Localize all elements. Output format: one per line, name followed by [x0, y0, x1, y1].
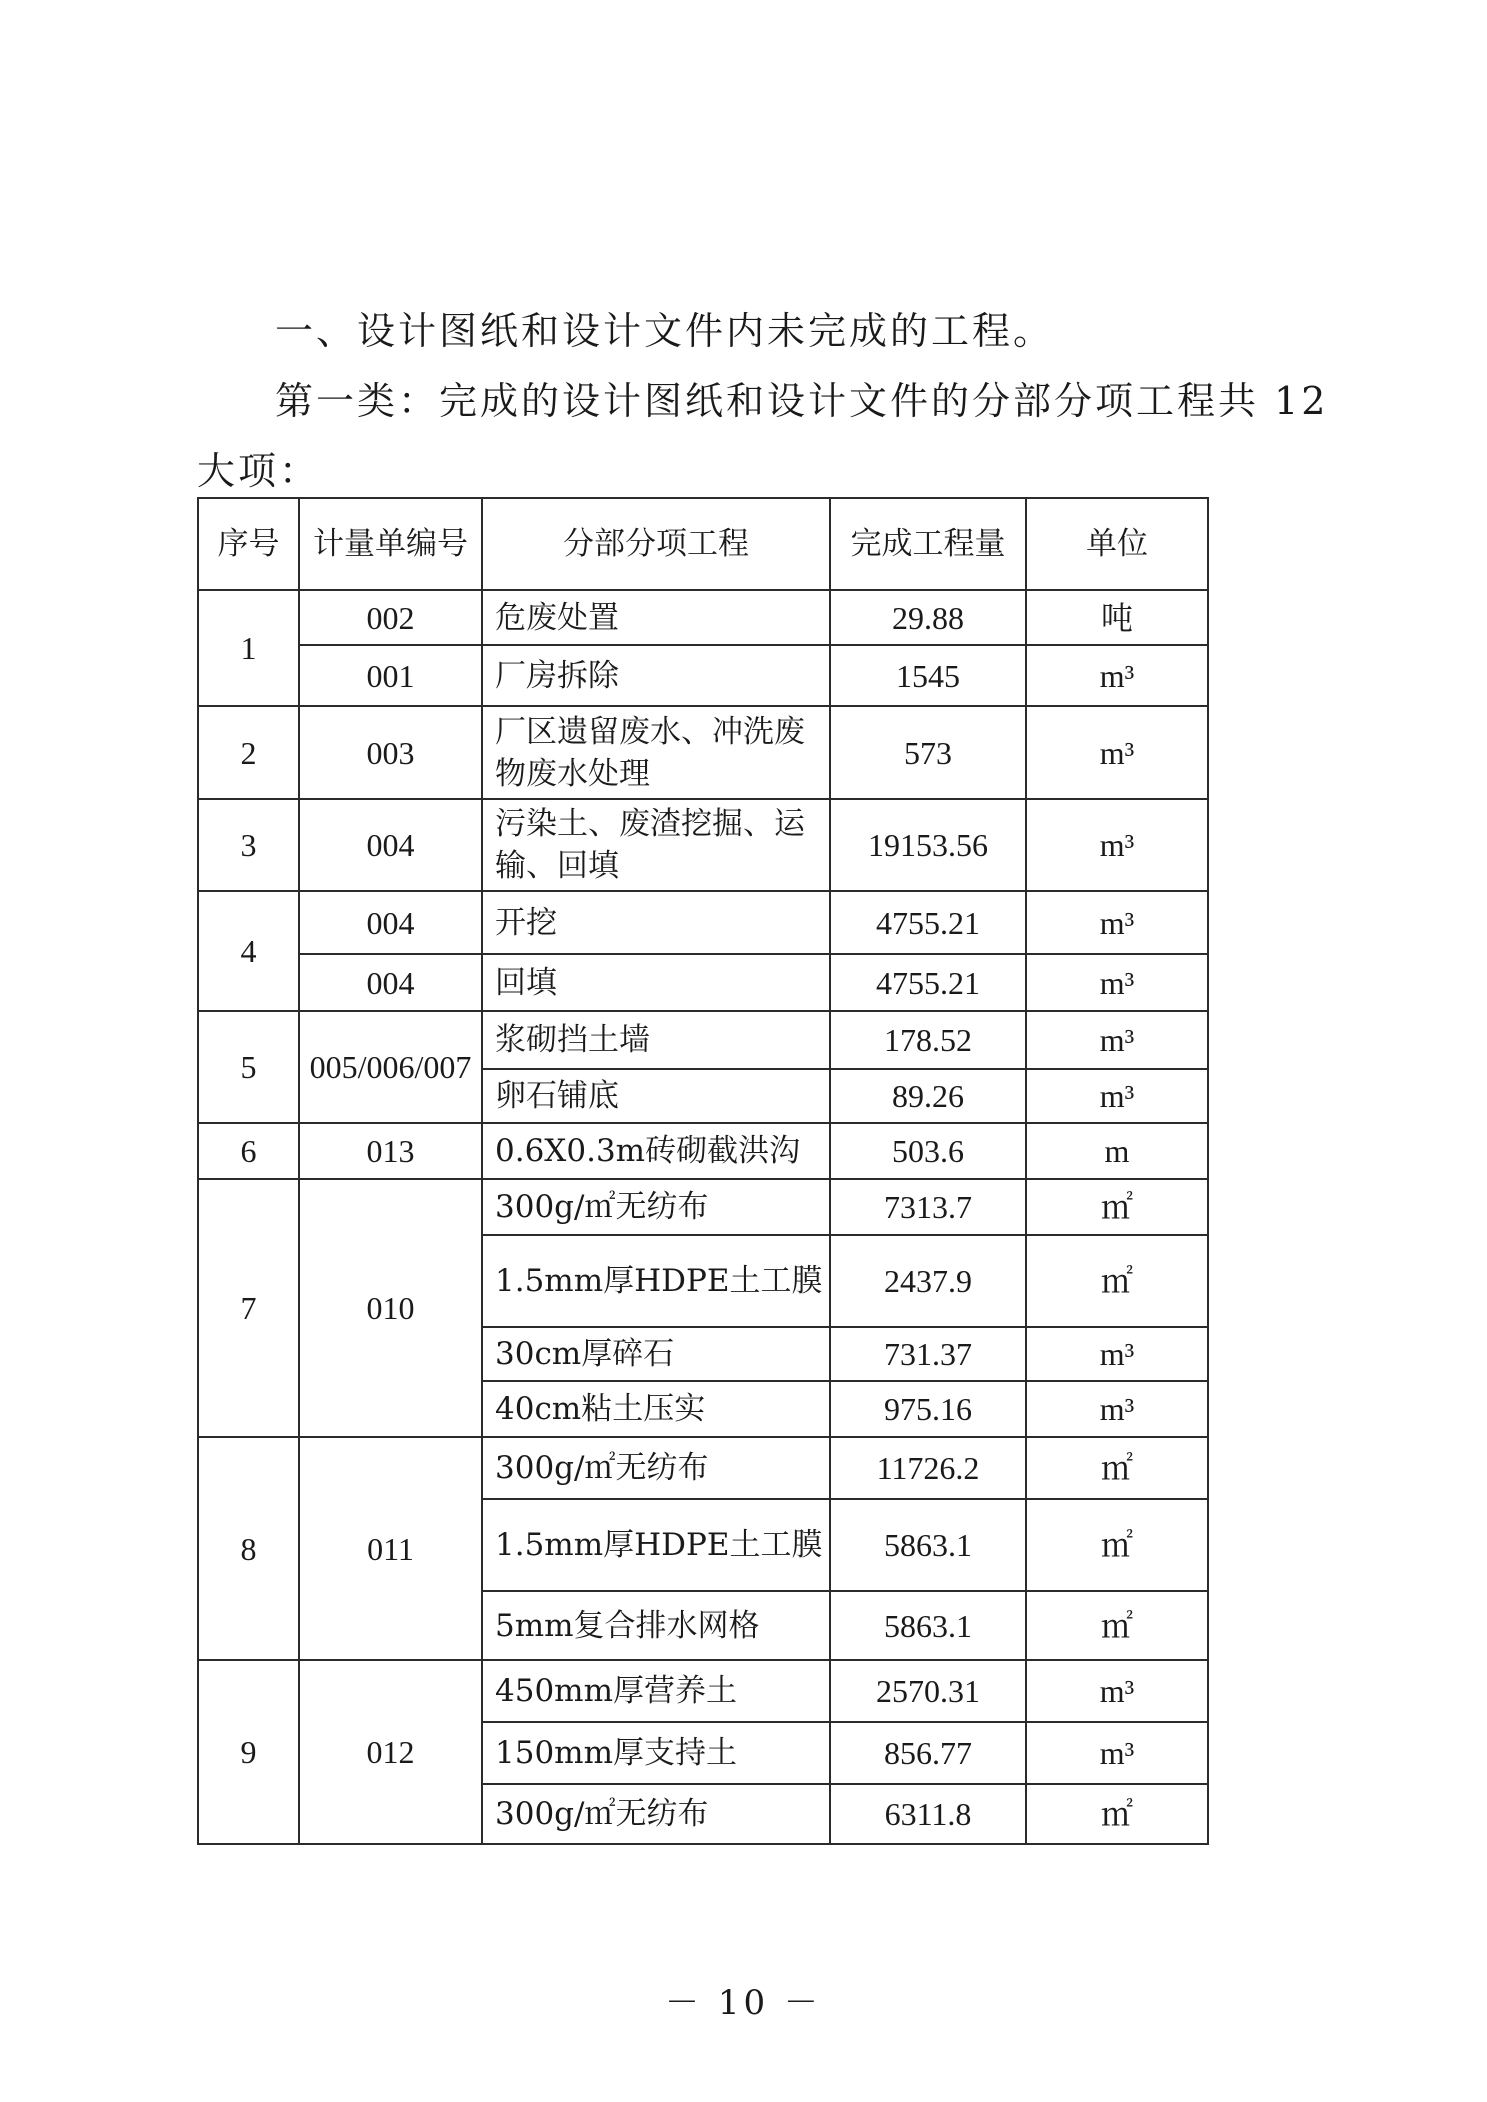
section-heading: 一、设计图纸和设计文件内未完成的工程。 [275, 309, 1055, 353]
quantity-cell: 731.37 [830, 1327, 1026, 1381]
seq-cell: 6 [198, 1123, 299, 1179]
unit-cell: ㎡ [1026, 1591, 1208, 1660]
table-row [198, 1179, 1208, 1235]
item-cell: 1.5mm厚HDPE土工膜 [482, 1499, 830, 1591]
item-cell: 30cm厚碎石 [482, 1327, 830, 1381]
item-cell: 300g/㎡无纺布 [482, 1437, 830, 1499]
seq-cell: 1 [198, 590, 299, 706]
item-cell: 300g/㎡无纺布 [482, 1784, 830, 1844]
quantity-cell: 1545 [830, 645, 1026, 706]
unit-cell: m [1026, 1123, 1208, 1179]
unit-cell: m³ [1026, 1011, 1208, 1069]
quantity-cell: 4755.21 [830, 954, 1026, 1011]
item-cell: 厂区遗留废水、冲洗废物废水处理 [482, 706, 830, 799]
quantity-cell: 19153.56 [830, 799, 1026, 891]
unit-cell: ㎡ [1026, 1784, 1208, 1844]
seq-cell: 9 [198, 1660, 299, 1844]
code-cell: 012 [299, 1660, 482, 1844]
quantity-cell: 573 [830, 706, 1026, 799]
item-cell: 开挖 [482, 891, 830, 954]
quantity-cell: 503.6 [830, 1123, 1026, 1179]
header-seq: 序号 [198, 498, 299, 590]
unit-cell: m³ [1026, 1660, 1208, 1722]
seq-cell: 3 [198, 799, 299, 891]
quantity-cell: 2437.9 [830, 1235, 1026, 1327]
intro-text-continued: 大项： [197, 449, 321, 493]
quantity-cell: 4755.21 [830, 891, 1026, 954]
unit-cell: 吨 [1026, 590, 1208, 645]
intro-text: 第一类：完成的设计图纸和设计文件的分部分项工程共 12 [275, 379, 1329, 423]
item-cell: 危废处置 [482, 590, 830, 645]
code-cell: 005/006/007 [299, 1011, 482, 1123]
header-quantity: 完成工程量 [830, 498, 1026, 590]
unit-cell: ㎡ [1026, 1499, 1208, 1591]
table-row [198, 1660, 1208, 1722]
seq-cell: 8 [198, 1437, 299, 1660]
unit-cell: m³ [1026, 1722, 1208, 1784]
item-cell: 污染土、废渣挖掘、运输、回填 [482, 799, 830, 891]
quantity-cell: 5863.1 [830, 1591, 1026, 1660]
unit-cell: m³ [1026, 645, 1208, 706]
header-item: 分部分项工程 [482, 498, 830, 590]
table-row [198, 1011, 1208, 1069]
unit-cell: m³ [1026, 1069, 1208, 1123]
table-row [198, 799, 1208, 891]
item-cell: 浆砌挡土墙 [482, 1011, 830, 1069]
code-cell: 001 [299, 645, 482, 706]
table-row [198, 954, 1208, 1011]
quantity-cell: 178.52 [830, 1011, 1026, 1069]
table-row [198, 706, 1208, 799]
unit-cell: m³ [1026, 1327, 1208, 1381]
table-header-row [198, 498, 1208, 590]
code-cell: 004 [299, 891, 482, 954]
item-cell: 1.5mm厚HDPE土工膜 [482, 1235, 830, 1327]
item-cell: 5mm复合排水网格 [482, 1591, 830, 1660]
unit-cell: ㎡ [1026, 1235, 1208, 1327]
seq-cell: 5 [198, 1011, 299, 1123]
unit-cell: ㎡ [1026, 1437, 1208, 1499]
work-items-table [197, 497, 1209, 1845]
code-cell: 004 [299, 954, 482, 1011]
code-cell: 011 [299, 1437, 482, 1660]
item-cell: 450mm厚营养土 [482, 1660, 830, 1722]
header-code: 计量单编号 [299, 498, 482, 590]
table-row [198, 891, 1208, 954]
code-cell: 002 [299, 590, 482, 645]
quantity-cell: 89.26 [830, 1069, 1026, 1123]
unit-cell: m³ [1026, 954, 1208, 1011]
quantity-cell: 2570.31 [830, 1660, 1026, 1722]
item-cell: 厂房拆除 [482, 645, 830, 706]
table-row [198, 1437, 1208, 1499]
header-unit: 单位 [1026, 498, 1208, 590]
item-cell: 40cm粘土压实 [482, 1381, 830, 1437]
quantity-cell: 7313.7 [830, 1179, 1026, 1235]
page-number: － 10 － [665, 1983, 822, 2023]
quantity-cell: 975.16 [830, 1381, 1026, 1437]
item-cell: 300g/㎡无纺布 [482, 1179, 830, 1235]
item-cell: 0.6X0.3m砖砌截洪沟 [482, 1123, 830, 1179]
seq-cell: 7 [198, 1179, 299, 1437]
table-row [198, 590, 1208, 645]
code-cell: 003 [299, 706, 482, 799]
table-row [198, 645, 1208, 706]
item-cell: 卵石铺底 [482, 1069, 830, 1123]
quantity-cell: 856.77 [830, 1722, 1026, 1784]
quantity-cell: 29.88 [830, 590, 1026, 645]
quantity-cell: 11726.2 [830, 1437, 1026, 1499]
unit-cell: m³ [1026, 1381, 1208, 1437]
item-cell: 150mm厚支持土 [482, 1722, 830, 1784]
seq-cell: 2 [198, 706, 299, 799]
item-cell: 回填 [482, 954, 830, 1011]
code-cell: 004 [299, 799, 482, 891]
code-cell: 013 [299, 1123, 482, 1179]
unit-cell: m³ [1026, 706, 1208, 799]
seq-cell: 4 [198, 891, 299, 1011]
unit-cell: m³ [1026, 891, 1208, 954]
unit-cell: ㎡ [1026, 1179, 1208, 1235]
unit-cell: m³ [1026, 799, 1208, 891]
quantity-cell: 5863.1 [830, 1499, 1026, 1591]
table-row [198, 1123, 1208, 1179]
quantity-cell: 6311.8 [830, 1784, 1026, 1844]
code-cell: 010 [299, 1179, 482, 1437]
